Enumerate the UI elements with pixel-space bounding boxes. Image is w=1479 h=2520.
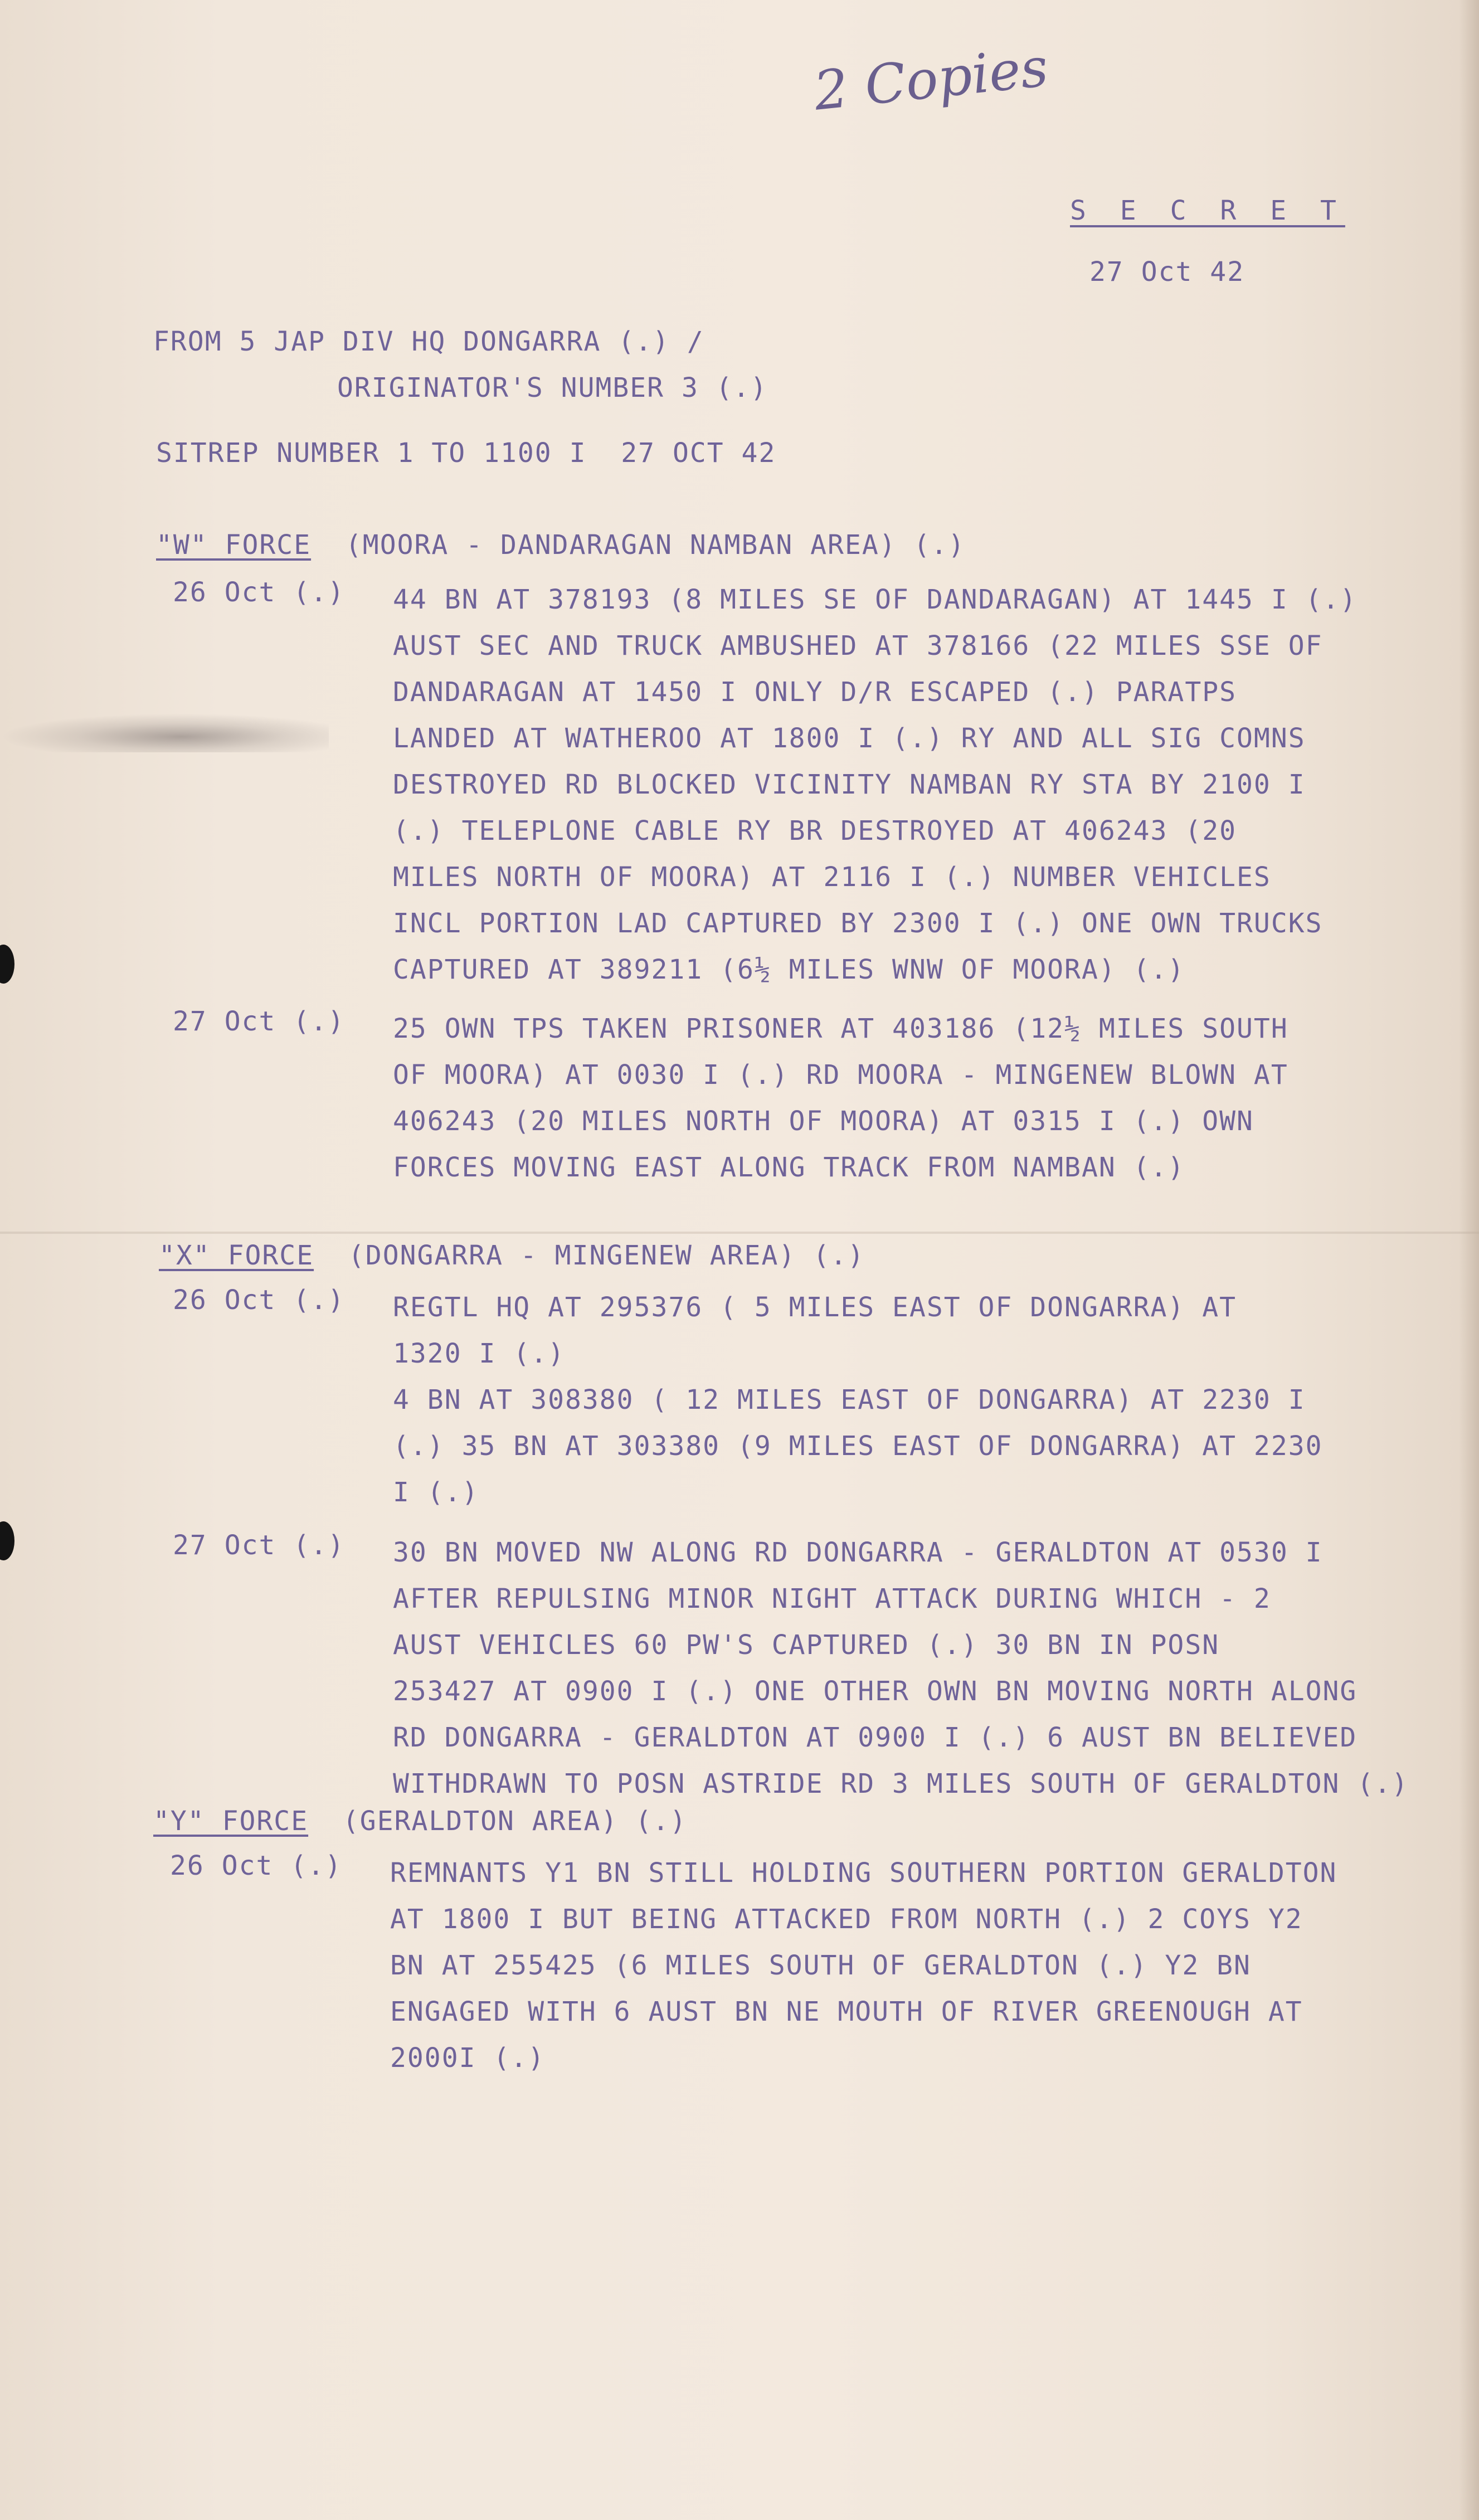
w-force-label: "W" FORCE <box>156 529 312 561</box>
w-force-heading <box>156 529 965 561</box>
text-line: FORCES MOVING EAST ALONG TRACK FROM NAMBAN (.) <box>393 1152 1185 1183</box>
text-line: (.) 35 BN AT 303380 (9 MILES EAST OF DONGARRA) AT 2230 <box>393 1431 1323 1462</box>
text-line: BN AT 255425 (6 MILES SOUTH OF GERALDTON (.) Y2 BN <box>390 1950 1251 1981</box>
text-line: MILES NORTH OF MOORA) AT 2116 I (.) NUMBER VEHICLES <box>393 862 1271 893</box>
punch-hole-top <box>0 945 14 984</box>
punch-hole-bottom <box>0 1521 14 1560</box>
w-force-entry-27 <box>393 1006 1479 1191</box>
w-force-entry-26 <box>393 577 1479 993</box>
from-line: FROM 5 JAP DIV HQ DONGARRA (.) / <box>153 326 704 357</box>
paper-stain <box>0 713 329 752</box>
text-line: AUST VEHICLES 60 PW'S CAPTURED (.) 30 BN IN POSN <box>393 1629 1220 1661</box>
text-line: REGTL HQ AT 295376 ( 5 MILES EAST OF DONGARRA) AT <box>393 1292 1237 1323</box>
x-force-date-27: 27 Oct (.) <box>173 1530 345 1561</box>
text-line: 253427 AT 0900 I (.) ONE OTHER OWN BN MOVING NORTH ALONG <box>393 1676 1358 1707</box>
text-line: AUST SEC AND TRUCK AMBUSHED AT 378166 (22 MILES SSE OF <box>393 630 1323 661</box>
originator-number: ORIGINATOR'S NUMBER 3 (.) <box>337 372 768 403</box>
handwritten-note: 2 Copies <box>811 36 1051 123</box>
text-line: 44 BN AT 378193 (8 MILES SE OF DANDARAGAN) AT 1445 I (.) <box>393 584 1358 615</box>
w-force-area: (MOORA - DANDARAGAN NAMBAN AREA) (.) <box>345 529 966 561</box>
x-force-date-26: 26 Oct (.) <box>173 1285 345 1316</box>
text-line: INCL PORTION LAD CAPTURED BY 2300 I (.) ONE OWN TRUCKS <box>393 908 1323 939</box>
text-line: WITHDRAWN TO POSN ASTRIDE RD 3 MILES SOUTH OF GERALDTON (.) <box>393 1768 1409 1799</box>
y-force-date-26: 26 Oct (.) <box>170 1850 342 1881</box>
paper-fold <box>0 1232 1479 1234</box>
y-force-entry-26 <box>390 1850 1479 2081</box>
text-line: (.) TELEPLONE CABLE RY BR DESTROYED AT 406243 (20 <box>393 815 1237 847</box>
text-line: 4 BN AT 308380 ( 12 MILES EAST OF DONGARRA) AT 2230 I <box>393 1384 1306 1415</box>
text-line: DANDARAGAN AT 1450 I ONLY D/R ESCAPED (.) PARATPS <box>393 677 1237 708</box>
text-line: DESTROYED RD BLOCKED VICINITY NAMBAN RY STA BY 2100 I <box>393 769 1306 800</box>
w-force-date-26: 26 Oct (.) <box>173 577 345 608</box>
y-force-heading <box>153 1806 687 1837</box>
y-force-label: "Y" FORCE <box>153 1806 309 1837</box>
sitrep-line: SITREP NUMBER 1 TO 1100 I 27 OCT 42 <box>156 437 776 469</box>
text-line: 2000I (.) <box>390 2042 546 2074</box>
x-force-entry-26 <box>393 1285 1479 1516</box>
text-line: REMNANTS Y1 BN STILL HOLDING SOUTHERN PORTION GERALDTON <box>390 1857 1337 1889</box>
paper-edge <box>1459 0 1479 2520</box>
text-line: OF MOORA) AT 0030 I (.) RD MOORA - MINGENEW BLOWN AT <box>393 1059 1288 1091</box>
classification-marking: S E C R E T <box>1070 195 1345 226</box>
x-force-entry-27 <box>393 1530 1479 1807</box>
document-date: 27 Oct 42 <box>1089 256 1245 288</box>
text-line: CAPTURED AT 389211 (6½ MILES WNW OF MOORA) (.) <box>393 954 1185 985</box>
text-line: AFTER REPULSING MINOR NIGHT ATTACK DURING WHICH - 2 <box>393 1583 1271 1614</box>
text-line: 406243 (20 MILES NORTH OF MOORA) AT 0315 I (.) OWN <box>393 1106 1254 1137</box>
text-line: I (.) <box>393 1477 479 1508</box>
x-force-label: "X" FORCE <box>159 1240 314 1271</box>
w-force-date-27: 27 Oct (.) <box>173 1006 345 1037</box>
text-line: 1320 I (.) <box>393 1338 565 1369</box>
text-line: AT 1800 I BUT BEING ATTACKED FROM NORTH (.) 2 COYS Y2 <box>390 1904 1303 1935</box>
text-line: 30 BN MOVED NW ALONG RD DONGARRA - GERALDTON AT 0530 I <box>393 1537 1323 1568</box>
y-force-area: (GERALDTON AREA) (.) <box>342 1806 687 1837</box>
x-force-heading <box>159 1240 865 1271</box>
text-line: RD DONGARRA - GERALDTON AT 0900 I (.) 6 AUST BN BELIEVED <box>393 1722 1358 1753</box>
text-line: LANDED AT WATHEROO AT 1800 I (.) RY AND ALL SIG COMNS <box>393 723 1306 754</box>
text-line: ENGAGED WITH 6 AUST BN NE MOUTH OF RIVER GREENOUGH AT <box>390 1996 1303 2027</box>
x-force-area: (DONGARRA - MINGENEW AREA) (.) <box>348 1240 865 1271</box>
text-line: 25 OWN TPS TAKEN PRISONER AT 403186 (12½ MILES SOUTH <box>393 1013 1288 1044</box>
